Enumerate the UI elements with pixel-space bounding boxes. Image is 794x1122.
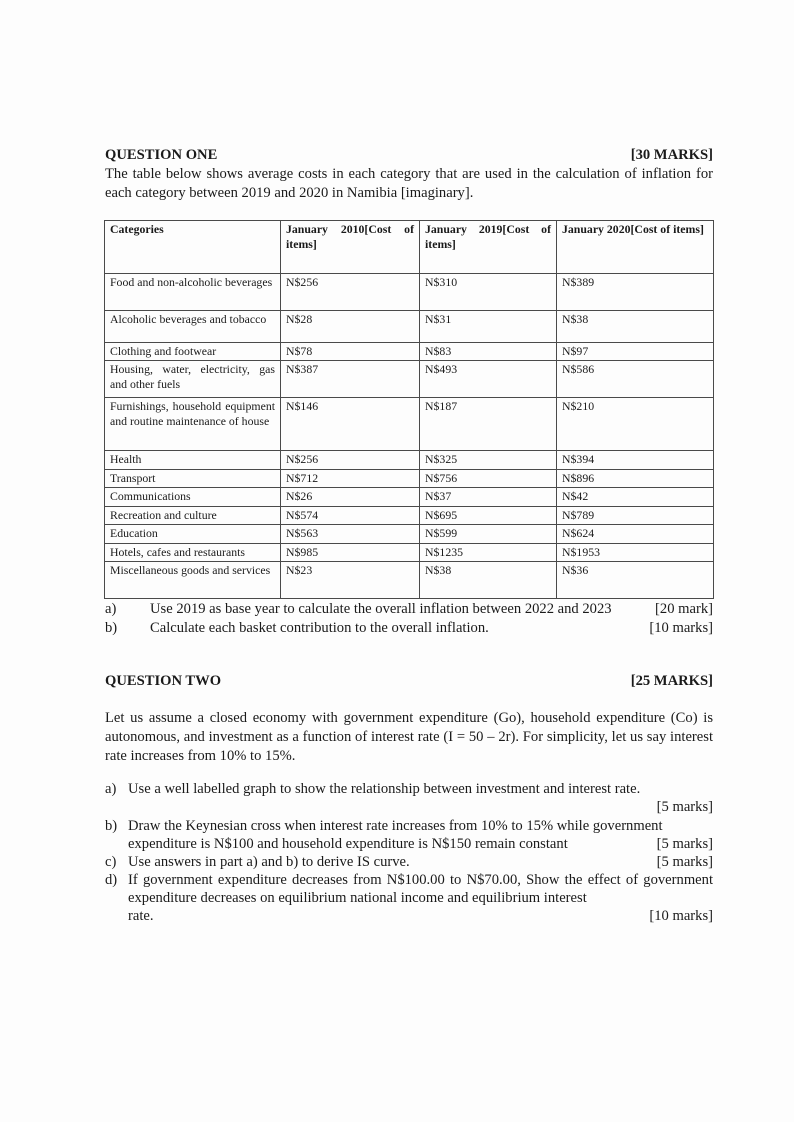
part-marks: [5 marks] [656,836,713,852]
cost-2019-cell: N$37 [420,488,557,507]
cost-2020-cell: N$896 [557,470,714,488]
part-text-line1: If government expenditure decreases from N$100.00 to N$70.00, Show the effect of government expenditure decreases on equilibrium national income and equilibrium interest [128,872,713,906]
header-jan-2020: January 2020[Cost of items] [557,221,714,274]
cost-2019-cell: N$31 [420,311,557,343]
category-cell: Education [105,525,281,544]
cost-2019-cell: N$695 [420,507,557,525]
part-label: a) [105,781,117,797]
table-row [105,343,714,361]
category-cell: Transport [105,470,281,488]
question-one-part-b [105,619,713,637]
table-row [105,507,714,525]
header-jan-2010: January 2010[Cost of items] [281,221,420,274]
part-text-line1: Draw the Keynesian cross when interest rate increases from 10% to 15% while government [128,818,663,834]
cost-2010-cell: N$26 [281,488,420,507]
cost-2019-cell: N$1235 [420,544,557,562]
cost-2010-cell: N$28 [281,311,420,343]
question-two-marks: [25 MARKS] [630,673,713,689]
table-row [105,488,714,507]
cost-2020-cell: N$42 [557,488,714,507]
cost-2010-cell: N$23 [281,562,420,599]
part-marks: [10 marks] [649,620,713,636]
table-row [105,361,714,398]
question-one-part-a [105,600,713,618]
cost-2020-cell: N$586 [557,361,714,398]
part-marks: [10 marks] [649,908,713,924]
cost-2020-cell: N$38 [557,311,714,343]
table-row [105,451,714,470]
question-two-part-a [105,780,713,816]
table-row [105,311,714,343]
cost-2019-cell: N$325 [420,451,557,470]
category-cell: Recreation and culture [105,507,281,525]
cost-2010-cell: N$387 [281,361,420,398]
cost-2019-cell: N$599 [420,525,557,544]
part-text-line2: rate. [128,908,154,924]
table-row [105,398,714,451]
part-label: b) [105,620,118,636]
part-marks: [5 marks] [656,799,713,815]
question-two-part-c [105,853,713,871]
question-two-part-b [105,817,713,853]
question-one-marks: [30 MARKS] [630,147,713,163]
header-categories: Categories [105,221,281,274]
cost-2010-cell: N$712 [281,470,420,488]
cost-2010-cell: N$78 [281,343,420,361]
part-text: Use 2019 as base year to calculate the overall inflation between 2022 and 2023 [150,601,612,617]
cost-2010-cell: N$256 [281,274,420,311]
category-cell: Health [105,451,281,470]
header-jan-2019: January 2019[Cost of items] [420,221,557,274]
category-cell: Clothing and footwear [105,343,281,361]
table-row [105,544,714,562]
cost-2020-cell: N$36 [557,562,714,599]
question-two-title: QUESTION TWO [105,673,222,689]
table-row [105,562,714,599]
question-one-title: QUESTION ONE [105,147,218,163]
part-marks: [20 mark] [655,601,713,617]
cost-2020-cell: N$789 [557,507,714,525]
part-label: c) [105,854,117,870]
part-text: Calculate each basket contribution to the overall inflation. [150,620,489,636]
cost-2010-cell: N$574 [281,507,420,525]
cost-2010-cell: N$146 [281,398,420,451]
cost-2019-cell: N$310 [420,274,557,311]
part-label: d) [105,872,118,888]
part-text: Use a well labelled graph to show the relationship between investment and interest rate. [128,781,641,797]
question-one-header [105,147,713,164]
cost-2020-cell: N$1953 [557,544,714,562]
question-two-part-d [105,871,713,925]
cost-2019-cell: N$187 [420,398,557,451]
cost-2019-cell: N$493 [420,361,557,398]
category-cell: Alcoholic beverages and tobacco [105,311,281,343]
cost-2020-cell: N$97 [557,343,714,361]
cost-2010-cell: N$985 [281,544,420,562]
category-cell: Food and non-alcoholic beverages [105,274,281,311]
part-label: a) [105,601,117,617]
question-two-intro: Let us assume a closed economy with government expenditure (Go), household expenditure (Co) is autonomous, and investment as a function of interest rate (I = 50 – 2r). For simplicity, let us say interest rate increases from 10% to 15%. [105,710,713,764]
question-one-intro: The table below shows average costs in each category that are used in the calculation of inflation for each category between 2019 and 2020 in Namibia [imaginary]. [105,166,713,201]
cost-2010-cell: N$256 [281,451,420,470]
table-row [105,274,714,311]
cost-2020-cell: N$624 [557,525,714,544]
cost-2010-cell: N$563 [281,525,420,544]
cost-2019-cell: N$83 [420,343,557,361]
category-cell: Hotels, cafes and restaurants [105,544,281,562]
cost-2019-cell: N$756 [420,470,557,488]
part-label: b) [105,818,118,834]
category-cell: Housing, water, electricity, gas and other fuels [105,361,281,398]
cost-2020-cell: N$210 [557,398,714,451]
category-cell: Miscellaneous goods and services [105,562,281,599]
inflation-cost-table [104,220,714,599]
category-cell: Furnishings, household equipment and routine maintenance of house [105,398,281,451]
question-two-header [105,673,713,690]
table-header-row [105,221,714,274]
cost-2019-cell: N$38 [420,562,557,599]
part-text-line2: expenditure is N$100 and household expenditure is N$150 remain constant [128,836,568,852]
cost-2020-cell: N$389 [557,274,714,311]
table-row [105,525,714,544]
part-marks: [5 marks] [656,854,713,870]
table-row [105,470,714,488]
category-cell: Communications [105,488,281,507]
cost-2020-cell: N$394 [557,451,714,470]
part-text: Use answers in part a) and b) to derive IS curve. [128,854,410,870]
